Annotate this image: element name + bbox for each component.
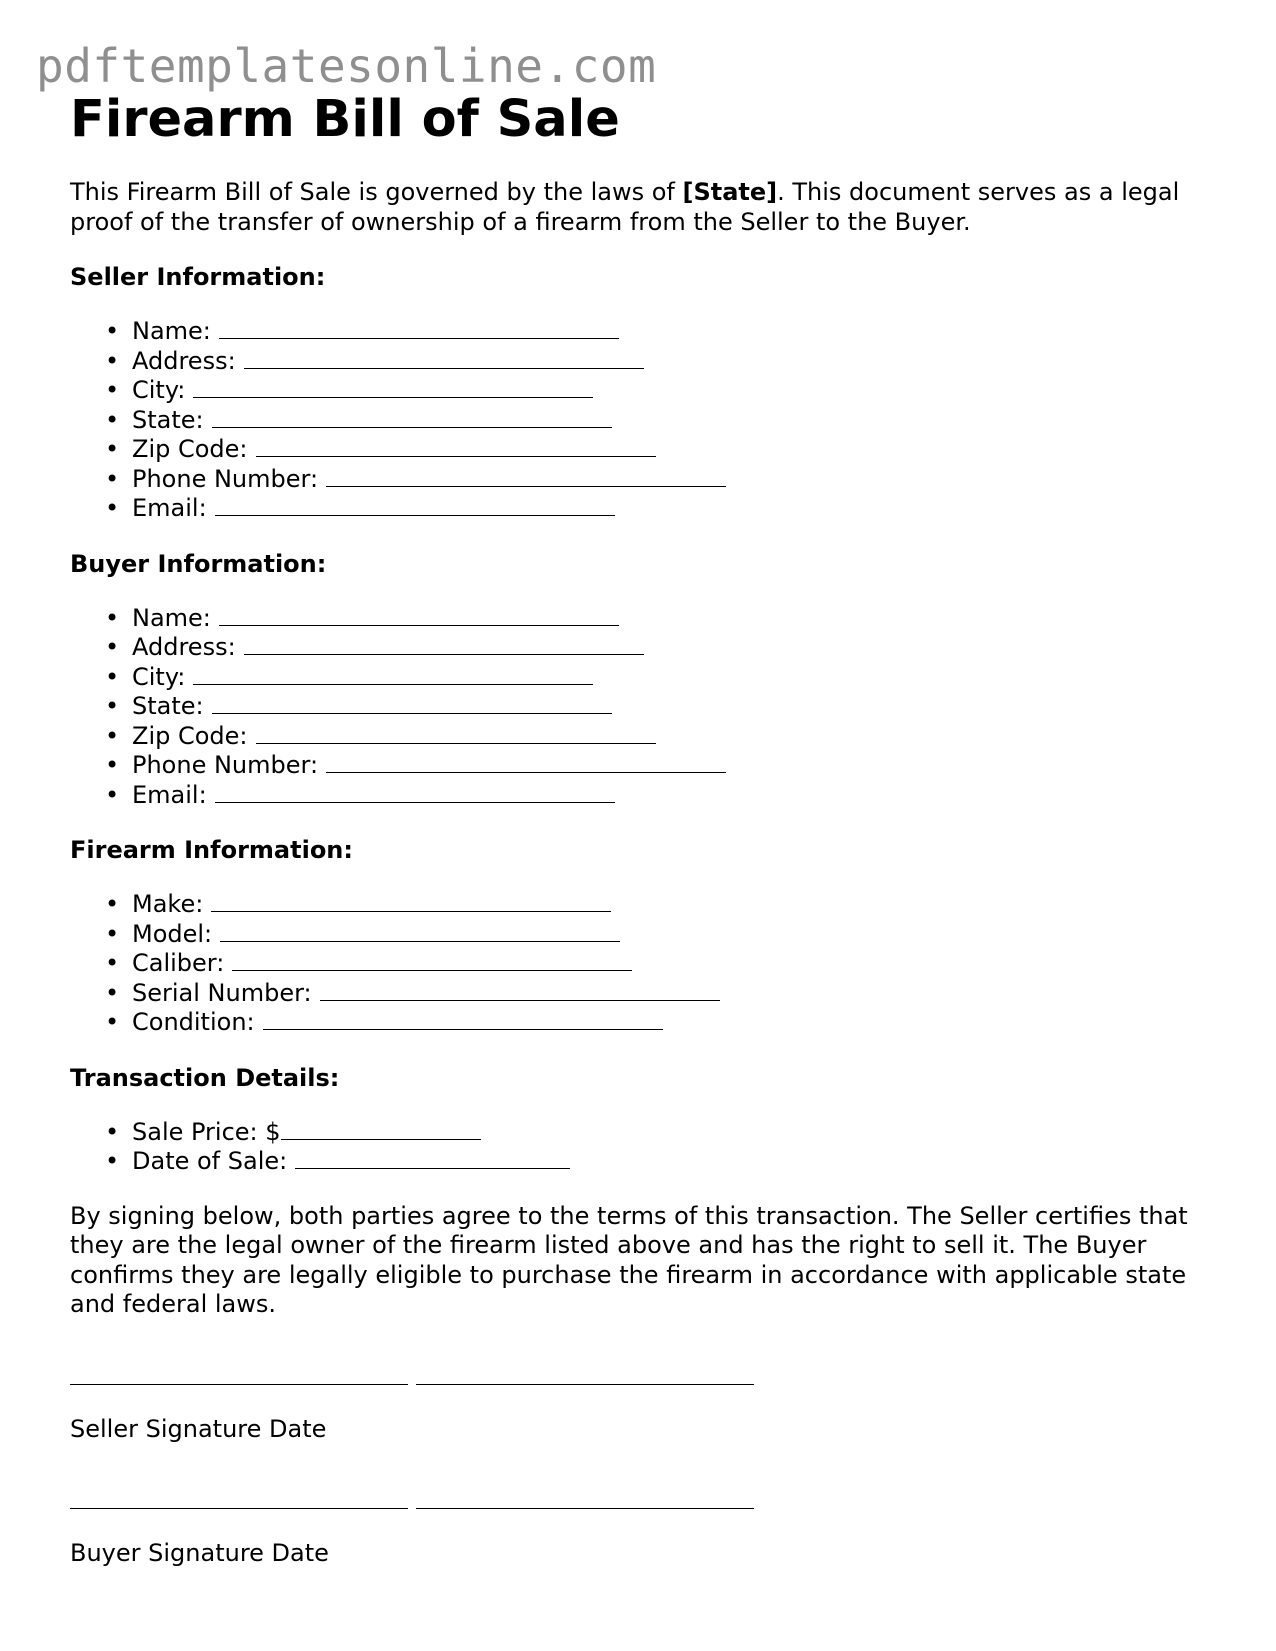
buyer-zip-code-field[interactable] <box>256 723 656 744</box>
document-title: Firearm Bill of Sale <box>70 90 620 149</box>
list-item <box>105 721 1200 752</box>
list-item <box>105 405 1200 436</box>
date-of-sale-field[interactable] <box>295 1148 570 1169</box>
list-item <box>105 949 1200 979</box>
list-item <box>105 376 1200 406</box>
buyer-date-field[interactable] <box>416 1508 754 1509</box>
firearm-model-label: Model: <box>132 919 213 948</box>
bullet-glyph: • <box>105 1147 120 1175</box>
buyer-city-label: City: <box>132 662 186 691</box>
list-item <box>105 464 1200 495</box>
bullet-glyph: • <box>105 633 120 661</box>
buyer-address-field[interactable] <box>244 634 644 655</box>
seller-name-field[interactable] <box>219 318 619 339</box>
bullet-glyph: • <box>105 435 120 463</box>
list-item <box>105 1008 1200 1038</box>
seller-signature-field[interactable] <box>70 1384 408 1385</box>
bullet-glyph: • <box>105 780 120 809</box>
bullet-glyph: • <box>105 603 120 632</box>
buyer-email-field[interactable] <box>215 782 615 803</box>
buyer-name-field[interactable] <box>219 605 619 626</box>
seller-city-field[interactable] <box>193 377 593 398</box>
seller-fields-list <box>70 317 1200 524</box>
buyer-signature-label: Buyer Signature Date <box>70 1538 329 1567</box>
firearm-condition-field[interactable] <box>263 1009 663 1030</box>
list-item <box>105 919 1200 950</box>
sale-price-field[interactable] <box>281 1119 481 1140</box>
list-item <box>105 1147 1200 1177</box>
bullet-glyph: • <box>105 978 120 1007</box>
closing-paragraph: By signing below, both parties agree to the terms of this transaction. The Seller certifies that they are the legal owner of the firearm listed above and has the right to sell it. The Buyer confirms they are legally eligible to purchase the firearm in accordance with applicable state and federal laws. <box>70 1201 1188 1318</box>
list-item <box>105 346 1200 377</box>
buyer-signature-lines <box>70 1486 1200 1516</box>
firearm-model-field[interactable] <box>220 921 620 942</box>
seller-state-field[interactable] <box>212 407 612 428</box>
seller-signature-lines <box>70 1362 1200 1392</box>
bullet-glyph: • <box>105 692 120 720</box>
bullet-glyph: • <box>105 1008 120 1036</box>
firearm-caliber-field[interactable] <box>232 950 632 971</box>
seller-zip-code-field[interactable] <box>256 436 656 457</box>
list-item <box>105 494 1200 524</box>
seller-signature-label: Seller Signature Date <box>70 1414 327 1443</box>
watermark: pdftemplatesonline.com <box>36 39 657 93</box>
bullet-glyph: • <box>105 919 120 948</box>
seller-address-label: Address: <box>132 346 236 375</box>
firearm-fields-list <box>70 890 1200 1038</box>
buyer-email-label: Email: <box>132 780 207 809</box>
seller-date-field[interactable] <box>416 1384 754 1385</box>
list-item <box>105 603 1200 634</box>
intro-paragraph <box>70 178 1200 237</box>
seller-zip-code-label: Zip Code: <box>132 435 248 463</box>
bullet-glyph: • <box>105 1117 120 1146</box>
seller-address-field[interactable] <box>244 348 644 369</box>
buyer-state-label: State: <box>132 692 204 720</box>
bullet-glyph: • <box>105 751 120 779</box>
intro-text-after: . This document serves as a legal proof of the transfer of ownership of a firearm from the Seller to the Buyer. <box>70 178 1180 236</box>
seller-email-field[interactable] <box>215 495 615 516</box>
bullet-glyph: • <box>105 721 120 750</box>
buyer-phone-number-field[interactable] <box>326 752 726 773</box>
list-item <box>105 662 1200 693</box>
bullet-glyph: • <box>105 376 120 404</box>
seller-heading: Seller Information: <box>70 263 326 291</box>
list-item <box>105 751 1200 781</box>
firearm-make-label: Make: <box>132 890 204 918</box>
transaction-fields-list <box>70 1118 1200 1177</box>
seller-phone-number-label: Phone Number: <box>132 464 319 493</box>
buyer-city-field[interactable] <box>193 664 593 685</box>
bullet-glyph: • <box>105 494 120 522</box>
sale-price-label: Sale Price: $ <box>132 1117 281 1146</box>
firearm-serial-number-label: Serial Number: <box>132 978 312 1007</box>
bullet-glyph: • <box>105 662 120 691</box>
bullet-glyph: • <box>105 464 120 493</box>
firearm-condition-label: Condition: <box>132 1008 255 1036</box>
seller-city-label: City: <box>132 376 186 404</box>
bullet-glyph: • <box>105 890 120 918</box>
list-item <box>105 435 1200 465</box>
buyer-signature-field[interactable] <box>70 1508 408 1509</box>
state-placeholder[interactable]: [State] <box>682 178 778 206</box>
firearm-caliber-label: Caliber: <box>132 949 225 977</box>
list-item <box>105 317 1200 347</box>
list-item <box>105 1117 1200 1148</box>
bullet-glyph: • <box>105 949 120 977</box>
date-of-sale-label: Date of Sale: <box>132 1147 288 1175</box>
list-item <box>105 978 1200 1009</box>
list-item <box>105 633 1200 663</box>
seller-email-label: Email: <box>132 494 207 522</box>
bullet-glyph: • <box>105 405 120 434</box>
list-item <box>105 780 1200 811</box>
list-item <box>105 890 1200 920</box>
transaction-heading: Transaction Details: <box>70 1063 340 1092</box>
seller-state-label: State: <box>132 405 204 434</box>
intro-text-before: This Firearm Bill of Sale is governed by the laws of <box>70 178 683 206</box>
buyer-zip-code-label: Zip Code: <box>132 721 248 750</box>
document-page <box>70 88 1200 1568</box>
seller-name-label: Name: <box>132 317 211 345</box>
bullet-glyph: • <box>105 346 120 375</box>
firearm-heading: Firearm Information: <box>70 836 353 864</box>
firearm-make-field[interactable] <box>211 891 611 912</box>
buyer-heading: Buyer Information: <box>70 549 327 578</box>
seller-phone-number-field[interactable] <box>326 466 726 487</box>
list-item <box>105 692 1200 722</box>
buyer-address-label: Address: <box>132 633 236 661</box>
buyer-state-field[interactable] <box>212 693 612 714</box>
buyer-fields-list <box>70 604 1200 811</box>
buyer-phone-number-label: Phone Number: <box>132 751 319 779</box>
firearm-serial-number-field[interactable] <box>320 980 720 1001</box>
bullet-glyph: • <box>105 317 120 345</box>
buyer-name-label: Name: <box>132 603 211 632</box>
